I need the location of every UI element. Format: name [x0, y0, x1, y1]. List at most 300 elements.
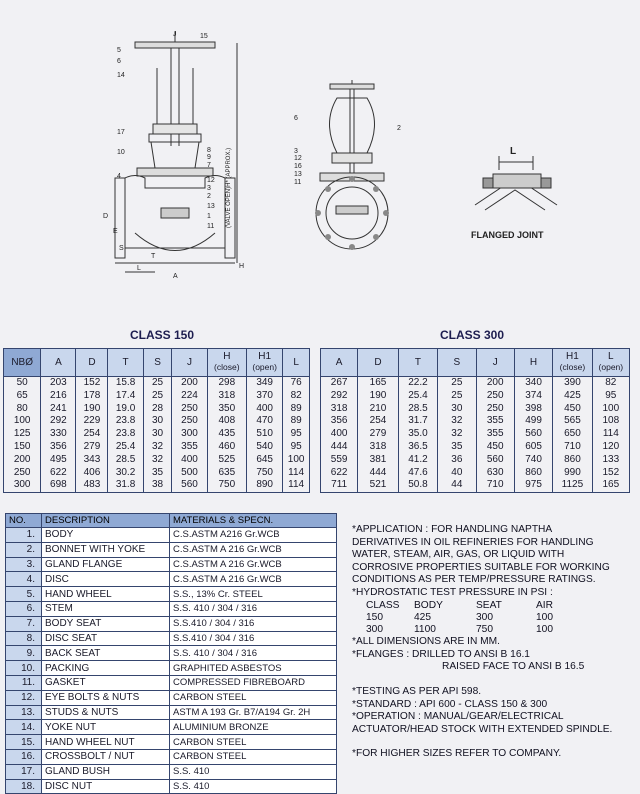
hydro-cell: 300 [366, 623, 383, 635]
hydro-cell: 100 [536, 611, 553, 623]
parts-cell-mat: C.S.ASTM A 216 Gr.WCB [170, 557, 337, 572]
table-cell: 500 [172, 467, 207, 480]
callout-13: 13 [207, 203, 215, 210]
table-cell: 750 [247, 467, 283, 480]
parts-cell-no: 2. [6, 542, 42, 557]
parts-cell-no: 10. [6, 661, 42, 676]
parts-cell-desc: BONNET WITH YOKE [42, 542, 170, 557]
callout-12: 12 [207, 177, 215, 184]
table-cell: 559 [321, 454, 358, 467]
parts-cell-desc: GLAND FLANGE [42, 557, 170, 572]
hydro-cell: 150 [366, 611, 383, 623]
callout-7: 7 [207, 162, 211, 169]
table-cell: 38 [143, 479, 172, 492]
table-cell: 630 [476, 467, 514, 480]
table-cell: 152 [592, 467, 629, 480]
table-cell: 990 [553, 467, 592, 480]
table-cell: 698 [41, 479, 76, 492]
table-row [4, 377, 310, 390]
table-row [6, 779, 337, 794]
table-row [321, 377, 630, 390]
table-cell: 254 [358, 415, 398, 428]
table-cell: 350 [207, 403, 246, 416]
table-cell: 318 [321, 403, 358, 416]
note-application-5: CONDITIONS AS PER TEMP/PRESSURE RATINGS. [352, 574, 596, 586]
table-cell: 483 [76, 479, 108, 492]
table-cell: 470 [247, 415, 283, 428]
table-cell: 44 [438, 479, 476, 492]
table-cell: 100 [4, 415, 41, 428]
hydro-cell: 425 [414, 611, 431, 623]
table-cell: 95 [283, 441, 310, 454]
table-cell: 521 [358, 479, 398, 492]
table-cell: 890 [247, 479, 283, 492]
table-cell: 165 [592, 479, 629, 492]
class150-head-a: A [41, 349, 76, 377]
parts-cell-mat: C.S.ASTM A 216 Gr.WCB [170, 542, 337, 557]
class150-header-row [4, 349, 310, 377]
table-cell: 349 [247, 377, 283, 390]
parts-cell-desc: DISC SEAT [42, 631, 170, 646]
class300-head-d: D [358, 349, 398, 377]
table-cell: 23.8 [108, 428, 143, 441]
table-cell: 224 [172, 390, 207, 403]
table-cell: 370 [247, 390, 283, 403]
parts-cell-no: 13. [6, 705, 42, 720]
parts-head-description: DESCRIPTION [42, 514, 170, 528]
dim-e: E [113, 228, 118, 235]
parts-cell-no: 12. [6, 690, 42, 705]
note-application-3: WATER, STEAM, AIR, GAS, OR LIQUID WITH [352, 549, 565, 561]
table-cell: 390 [553, 377, 592, 390]
table-row [6, 646, 337, 661]
parts-cell-no: 9. [6, 646, 42, 661]
table-cell: 32 [438, 415, 476, 428]
table-cell: 41.2 [398, 454, 437, 467]
note-higher-sizes: *FOR HIGHER SIZES REFER TO COMPANY. [352, 748, 562, 760]
table-cell: 356 [41, 441, 76, 454]
table-cell: 750 [207, 479, 246, 492]
table-cell: 100 [283, 454, 310, 467]
table-cell: 15.8 [108, 377, 143, 390]
table-cell: 860 [553, 454, 592, 467]
table-cell: 241 [41, 403, 76, 416]
table-cell: 36 [438, 454, 476, 467]
table-cell: 343 [76, 454, 108, 467]
class150-head-d: D [76, 349, 108, 377]
table-cell: 450 [476, 441, 514, 454]
table-cell: 650 [553, 428, 592, 441]
table-cell: 400 [247, 403, 283, 416]
table-cell: 210 [358, 403, 398, 416]
hydro-cell: 1100 [414, 623, 436, 635]
valve-open-label: (VALVE OPEN)H* (APPROX.) [226, 147, 232, 228]
table-cell: 292 [321, 390, 358, 403]
table-cell: 435 [207, 428, 246, 441]
callout-17: 17 [117, 129, 125, 136]
table-cell: 408 [207, 415, 246, 428]
parts-cell-mat: CARBON STEEL [170, 735, 337, 750]
callout-2: 2 [207, 193, 211, 200]
table-cell: 318 [207, 390, 246, 403]
class150-head-h1: H1 (open) [247, 349, 283, 377]
callout-11: 11 [207, 223, 215, 230]
class300-header-row [321, 349, 630, 377]
callout-9: 9 [207, 154, 211, 161]
table-cell: 32 [143, 441, 172, 454]
table-cell: 50 [4, 377, 41, 390]
table-cell: 35 [438, 441, 476, 454]
parts-cell-desc: BODY [42, 528, 170, 543]
front-callout-11: 11 [294, 179, 302, 186]
parts-cell-no: 18. [6, 779, 42, 794]
parts-cell-no: 4. [6, 572, 42, 587]
table-cell: 30 [143, 428, 172, 441]
dim-t: T [151, 253, 156, 260]
front-callout-16: 16 [294, 163, 302, 170]
parts-cell-desc: HAND WHEEL [42, 587, 170, 602]
table-row [6, 601, 337, 616]
table-cell: 47.6 [398, 467, 437, 480]
callout-8: 8 [207, 147, 211, 154]
class300-head-l: L (open) [592, 349, 629, 377]
table-cell: 200 [172, 377, 207, 390]
table-cell: 400 [172, 454, 207, 467]
table-cell: 406 [76, 467, 108, 480]
parts-cell-no: 3. [6, 557, 42, 572]
parts-cell-desc: CROSSBOLT / NUT [42, 749, 170, 764]
table-cell: 114 [592, 428, 629, 441]
parts-cell-no: 5. [6, 587, 42, 602]
valve-section-drawing [95, 28, 245, 300]
table-cell: 622 [321, 467, 358, 480]
specification-notes [352, 524, 637, 761]
table-cell: 450 [553, 403, 592, 416]
table-cell: 400 [321, 428, 358, 441]
parts-cell-no: 1. [6, 528, 42, 543]
table-cell: 355 [172, 441, 207, 454]
table-cell: 340 [514, 377, 552, 390]
note-flanges-1: *FLANGES : DRILLED TO ANSI B 16.1 [352, 648, 530, 660]
table-cell: 645 [247, 454, 283, 467]
table-row [4, 479, 310, 492]
table-cell: 635 [207, 467, 246, 480]
front-callout-2: 2 [397, 125, 401, 132]
parts-cell-desc: HAND WHEEL NUT [42, 735, 170, 750]
note-dimensions: *ALL DIMENSIONS ARE IN MM. [352, 636, 500, 648]
flanged-joint-drawing [465, 140, 565, 245]
class300-head-h1: H1 (close) [553, 349, 592, 377]
table-cell: 460 [207, 441, 246, 454]
dim-l: L [137, 265, 141, 272]
table-row [4, 467, 310, 480]
table-cell: 190 [76, 403, 108, 416]
parts-cell-mat: S.S. 410 / 304 / 316 [170, 601, 337, 616]
table-cell: 298 [207, 377, 246, 390]
table-cell: 50.8 [398, 479, 437, 492]
table-cell: 89 [283, 403, 310, 416]
joint-letter: L [510, 146, 517, 157]
class300-title: CLASS 300 [440, 328, 505, 342]
table-cell: 292 [41, 415, 76, 428]
hydro-cell: 100 [536, 623, 553, 635]
table-cell: 374 [514, 390, 552, 403]
class150-title: CLASS 150 [130, 328, 195, 342]
class150-head-l: L [283, 349, 310, 377]
parts-cell-mat: S.S. 410 [170, 779, 337, 794]
table-row [4, 454, 310, 467]
parts-cell-no: 6. [6, 601, 42, 616]
table-cell: 356 [321, 415, 358, 428]
table-cell: 80 [4, 403, 41, 416]
parts-head-materials: MATERIALS & SPECN. [170, 514, 337, 528]
table-cell: 108 [592, 415, 629, 428]
table-cell: 65 [4, 390, 41, 403]
table-cell: 35 [143, 467, 172, 480]
table-cell: 355 [476, 415, 514, 428]
class300-head-s: S [438, 349, 476, 377]
table-row [321, 390, 630, 403]
table-cell: 425 [553, 390, 592, 403]
parts-cell-mat: GRAPHITED ASBESTOS [170, 661, 337, 676]
table-cell: 300 [4, 479, 41, 492]
table-cell: 203 [41, 377, 76, 390]
front-callout-3: 3 [294, 148, 298, 155]
table-cell: 89 [283, 415, 310, 428]
table-cell: 622 [41, 467, 76, 480]
class150-head-j: J [172, 349, 207, 377]
table-row [6, 720, 337, 735]
front-callout-6: 6 [294, 115, 298, 122]
table-cell: 28.5 [398, 403, 437, 416]
callout-14: 14 [117, 72, 125, 79]
table-cell: 165 [358, 377, 398, 390]
class300-table [320, 348, 630, 493]
class300-head-h: H [514, 349, 552, 377]
parts-header-row [6, 514, 337, 528]
table-cell: 860 [514, 467, 552, 480]
parts-cell-mat: S.S.410 / 304 / 316 [170, 616, 337, 631]
table-row [321, 428, 630, 441]
table-cell: 76 [283, 377, 310, 390]
table-cell: 25.4 [398, 390, 437, 403]
table-cell: 710 [476, 479, 514, 492]
table-cell: 710 [553, 441, 592, 454]
dim-j: J [173, 31, 177, 38]
note-operation-1: *OPERATION : MANUAL/GEAR/ELECTRICAL [352, 711, 564, 723]
note-application-1: *APPLICATION : FOR HANDLING NAPTHA [352, 524, 553, 535]
table-cell: 31.8 [108, 479, 143, 492]
table-row [321, 467, 630, 480]
table-cell: 499 [514, 415, 552, 428]
table-row [321, 403, 630, 416]
callout-6: 6 [117, 58, 121, 65]
table-cell: 28.5 [108, 454, 143, 467]
class150-head-t: T [108, 349, 143, 377]
table-row [321, 415, 630, 428]
parts-cell-desc: BACK SEAT [42, 646, 170, 661]
hydro-cell: 300 [476, 611, 493, 623]
parts-cell-desc: STEM [42, 601, 170, 616]
parts-cell-desc: DISC [42, 572, 170, 587]
table-cell: 216 [41, 390, 76, 403]
table-row [6, 690, 337, 705]
table-cell: 250 [4, 467, 41, 480]
table-cell: 30 [143, 415, 172, 428]
parts-cell-no: 17. [6, 764, 42, 779]
table-cell: 381 [358, 454, 398, 467]
table-cell: 250 [172, 415, 207, 428]
table-cell: 95 [592, 390, 629, 403]
table-cell: 150 [4, 441, 41, 454]
table-cell: 100 [592, 403, 629, 416]
table-cell: 31.7 [398, 415, 437, 428]
parts-cell-mat: S.S., 13% Cr. STEEL [170, 587, 337, 602]
table-cell: 17.4 [108, 390, 143, 403]
callout-1: 1 [207, 213, 211, 220]
table-row [6, 661, 337, 676]
table-cell: 23.8 [108, 415, 143, 428]
class150-head-h: H (close) [207, 349, 246, 377]
class300-head-t: T [398, 349, 437, 377]
table-row [4, 403, 310, 416]
table-cell: 178 [76, 390, 108, 403]
parts-cell-no: 8. [6, 631, 42, 646]
table-cell: 250 [476, 403, 514, 416]
joint-caption: FLANGED JOINT [471, 230, 544, 240]
parts-cell-no: 11. [6, 675, 42, 690]
parts-cell-desc: DISC NUT [42, 779, 170, 794]
note-standard: *STANDARD : API 600 - CLASS 150 & 300 [352, 698, 548, 710]
table-cell: 19.0 [108, 403, 143, 416]
table-cell: 22.2 [398, 377, 437, 390]
table-cell: 300 [172, 428, 207, 441]
note-testing: *TESTING AS PER API 598. [352, 685, 482, 697]
table-cell: 444 [358, 467, 398, 480]
table-cell: 114 [283, 479, 310, 492]
parts-cell-desc: STUDS & NUTS [42, 705, 170, 720]
note-hydro-title: *HYDROSTATIC TEST PRESSURE IN PSI : [352, 586, 553, 598]
table-cell: 560 [514, 428, 552, 441]
table-cell: 82 [592, 377, 629, 390]
callout-5: 5 [117, 47, 121, 54]
parts-cell-mat: C.S.ASTM A 216 Gr.WCB [170, 572, 337, 587]
table-cell: 398 [514, 403, 552, 416]
table-row [321, 454, 630, 467]
table-row [6, 616, 337, 631]
table-cell: 28 [143, 403, 172, 416]
table-cell: 36.5 [398, 441, 437, 454]
table-cell: 740 [514, 454, 552, 467]
table-cell: 330 [41, 428, 76, 441]
parts-cell-desc: EYE BOLTS & NUTS [42, 690, 170, 705]
table-cell: 560 [172, 479, 207, 492]
table-cell: 229 [76, 415, 108, 428]
table-row [4, 441, 310, 454]
hydro-head-class: CLASS [366, 599, 400, 611]
table-cell: 355 [476, 428, 514, 441]
parts-cell-mat: C.S.ASTM A216 Gr.WCB [170, 528, 337, 543]
parts-cell-mat: S.S. 410 / 304 / 316 [170, 646, 337, 661]
parts-cell-desc: YOKE NUT [42, 720, 170, 735]
hydro-head-seat: SEAT [476, 599, 502, 611]
table-cell: 200 [476, 377, 514, 390]
class300-head-a: A [321, 349, 358, 377]
table-cell: 30.2 [108, 467, 143, 480]
callout-4: 4 [117, 173, 121, 180]
table-row [4, 390, 310, 403]
table-row [6, 749, 337, 764]
table-cell: 40 [438, 467, 476, 480]
parts-head-no: NO. [6, 514, 42, 528]
table-row [6, 528, 337, 543]
table-row [321, 479, 630, 492]
table-cell: 975 [514, 479, 552, 492]
class150-head-s: S [143, 349, 172, 377]
table-cell: 510 [247, 428, 283, 441]
table-row [6, 705, 337, 720]
parts-cell-desc: BODY SEAT [42, 616, 170, 631]
table-cell: 190 [358, 390, 398, 403]
class300-head-j: J [476, 349, 514, 377]
table-row [6, 735, 337, 750]
table-cell: 95 [283, 428, 310, 441]
table-cell: 560 [476, 454, 514, 467]
note-operation-2: ACTUATOR/HEAD STOCK WITH EXTENDED SPINDLE. [352, 723, 613, 735]
parts-cell-mat: CARBON STEEL [170, 690, 337, 705]
parts-cell-desc: GASKET [42, 675, 170, 690]
table-cell: 540 [247, 441, 283, 454]
parts-cell-mat: S.S.410 / 304 / 316 [170, 631, 337, 646]
table-cell: 25 [438, 390, 476, 403]
parts-table [5, 513, 337, 794]
table-cell: 32 [143, 454, 172, 467]
valve-front-drawing [292, 78, 412, 258]
parts-cell-no: 14. [6, 720, 42, 735]
table-row [4, 428, 310, 441]
table-row [6, 542, 337, 557]
dim-s: S [119, 245, 124, 252]
table-cell: 114 [283, 467, 310, 480]
parts-cell-desc: PACKING [42, 661, 170, 676]
front-callout-12: 12 [294, 155, 302, 162]
parts-cell-desc: GLAND BUSH [42, 764, 170, 779]
table-cell: 1125 [553, 479, 592, 492]
table-row [6, 764, 337, 779]
table-row [6, 557, 337, 572]
table-cell: 133 [592, 454, 629, 467]
table-cell: 495 [41, 454, 76, 467]
table-cell: 279 [358, 428, 398, 441]
table-cell: 318 [358, 441, 398, 454]
table-cell: 25 [438, 377, 476, 390]
parts-cell-mat: S.S. 410 [170, 764, 337, 779]
table-row [6, 631, 337, 646]
table-cell: 279 [76, 441, 108, 454]
hydro-head-body: BODY [414, 599, 443, 611]
table-cell: 25 [143, 377, 172, 390]
table-cell: 200 [4, 454, 41, 467]
note-flanges-2: RAISED FACE TO ANSI B 16.5 [442, 661, 585, 673]
parts-cell-no: 15. [6, 735, 42, 750]
parts-cell-mat: COMPRESSED FIBREBOARD [170, 675, 337, 690]
table-row [6, 572, 337, 587]
parts-cell-mat: CARBON STEEL [170, 749, 337, 764]
table-cell: 152 [76, 377, 108, 390]
front-callout-13: 13 [294, 171, 302, 178]
table-row [4, 415, 310, 428]
table-cell: 444 [321, 441, 358, 454]
